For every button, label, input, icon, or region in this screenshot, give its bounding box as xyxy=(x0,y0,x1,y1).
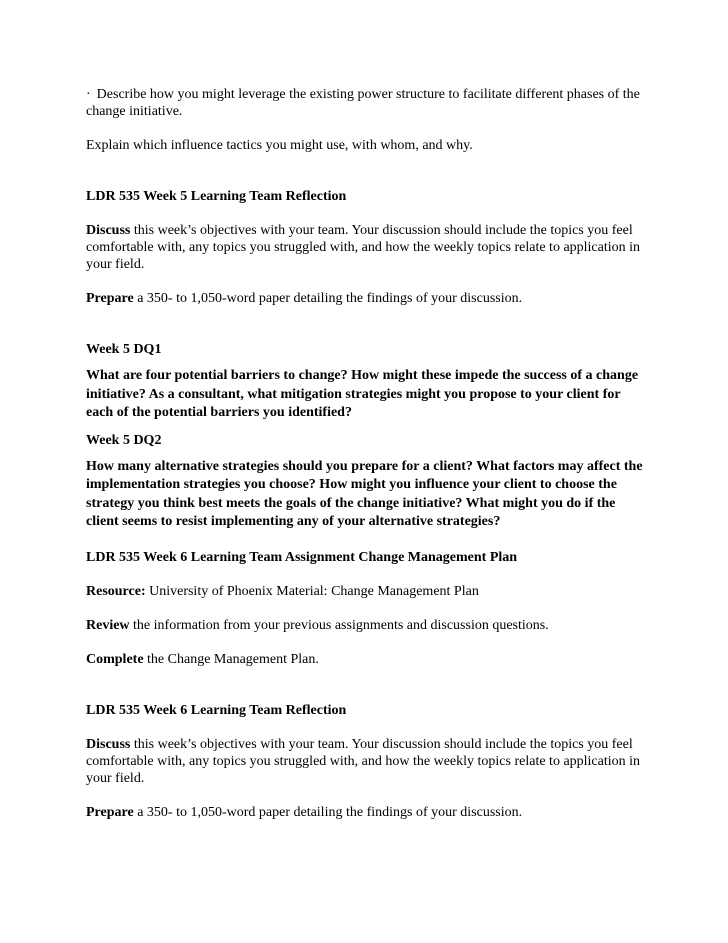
week5-discuss-label: Discuss xyxy=(86,223,131,238)
week6-discuss-paragraph xyxy=(86,736,646,787)
week6-reflection-heading: LDR 535 Week 6 Learning Team Reflection xyxy=(86,702,347,718)
week6-complete-paragraph xyxy=(86,651,646,668)
week6-review-text: the information from your previous assignments and discussion questions. xyxy=(129,617,549,633)
week6-discuss-label: Discuss xyxy=(86,736,131,752)
dq2-heading: Week 5 DQ2 xyxy=(86,432,162,448)
week6-prepare-label: Prepare xyxy=(86,804,134,820)
week6-prepare-text: a 350- to 1,050-word paper detailing the findings of your discussion. xyxy=(133,804,523,820)
week5-discuss-paragraph xyxy=(86,222,646,273)
week6-complete-text: the Change Management Plan. xyxy=(143,651,319,667)
week6-assignment-heading: LDR 535 Week 6 Learning Team Assignment Change Management Plan xyxy=(86,549,518,565)
dq1-text: What are four potential barriers to change? How might these impede the success of a change initiative? As a consultant, what mitigation strategies might you propose to your client for each of the potential barriers you identified? xyxy=(86,368,639,420)
week5-reflection-heading: LDR 535 Week 5 Learning Team Reflection xyxy=(86,189,347,204)
week6-review-paragraph xyxy=(86,617,646,634)
dq1-heading: Week 5 DQ1 xyxy=(86,342,162,357)
dq2-text: How many alternative strategies should you prepare for a client? What factors may affect the implementation strategies you choose? How might you influence your client to choose the strategy you think best meets the goals of the change initiative? What might you do if the client seems to resist implementing any of your alternative strategies? xyxy=(86,458,643,529)
week6-complete-label: Complete xyxy=(86,651,144,667)
week5-prepare-text: a 350- to 1,050-word paper detailing the findings of your discussion. xyxy=(133,291,523,306)
week6-discuss-text: this week’s objectives with your team. Your discussion should include the topics you feel comfortable with, any topics you struggled with, and how the weekly topics relate to application in your field. xyxy=(86,736,641,786)
week6-prepare-paragraph xyxy=(86,804,646,821)
bullet-paragraph xyxy=(86,86,646,120)
week5-prepare-paragraph xyxy=(86,290,646,307)
influence-paragraph: Explain which influence tactics you might use, with whom, and why. xyxy=(86,138,473,153)
bullet-text: Describe how you might leverage the existing power structure to facilitate different phases of the change initiative. xyxy=(86,87,640,119)
week6-resource-paragraph xyxy=(86,583,646,600)
document-page xyxy=(86,86,646,838)
week6-review-label: Review xyxy=(86,617,130,633)
week6-resource-label: Resource: xyxy=(86,583,146,599)
week5-discuss-text: this week’s objectives with your team. Your discussion should include the topics you feel comfortable with, any topics you struggled with, and how the weekly topics relate to application in your field. xyxy=(86,223,641,272)
week5-prepare-label: Prepare xyxy=(86,291,134,306)
week6-resource-text: University of Phoenix Material: Change Management Plan xyxy=(145,583,479,599)
bullet-mark: · xyxy=(86,87,91,102)
